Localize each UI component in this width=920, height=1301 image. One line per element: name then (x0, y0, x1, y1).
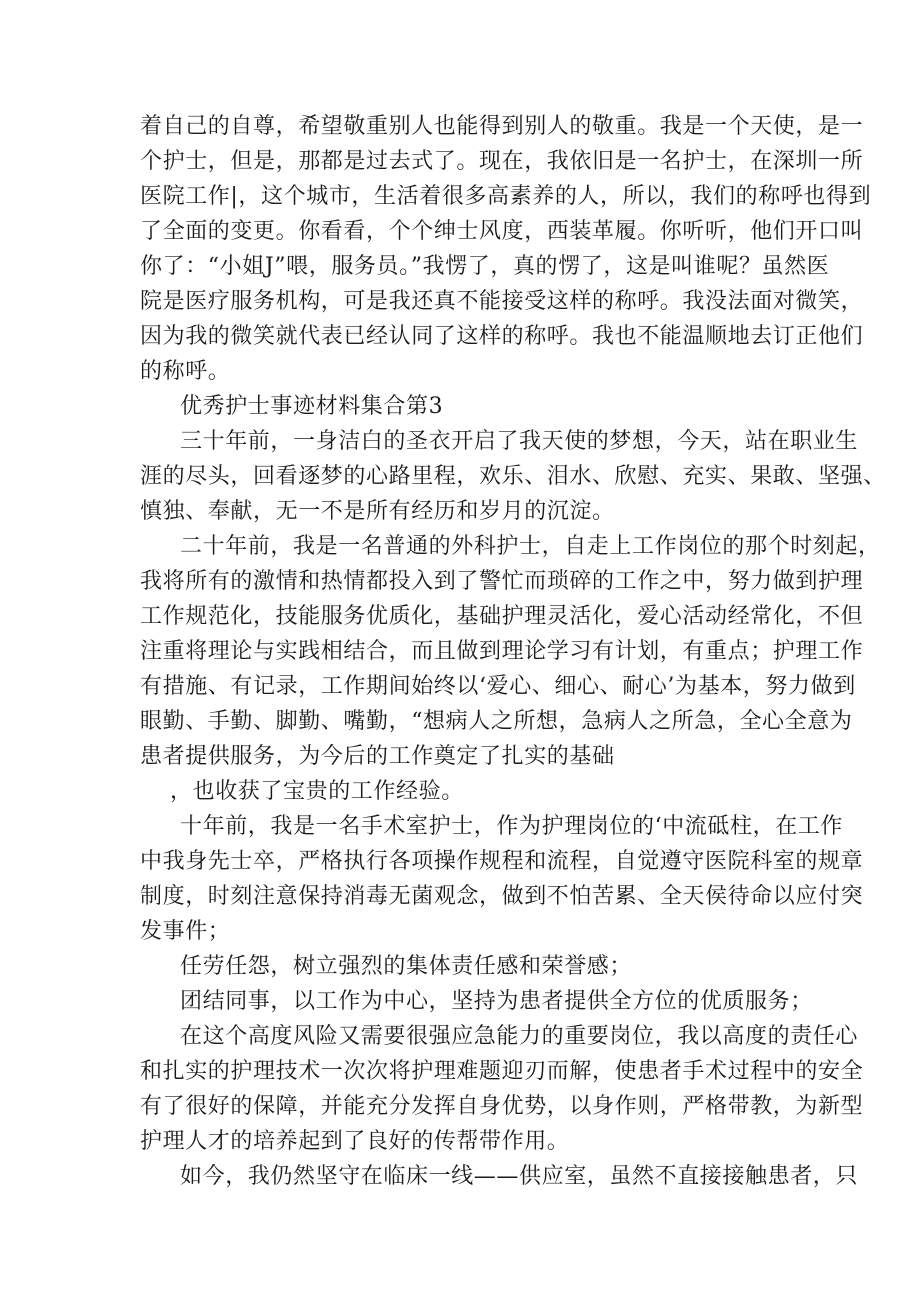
text-line: 注重将理论与实践相结合，而且做到理论学习有计划，有重点；护理工作 (140, 639, 864, 664)
text-line: 院是医疗服务机构，可是我还真不能接受这样的称呼。我没法面对微笑， (140, 289, 864, 314)
text-line: 我将所有的激情和热情都投入到了警忙而琐碎的工作之中，努力做到护理 (140, 569, 864, 594)
text-line: 的称呼。 (140, 359, 231, 384)
text-line: 了全面的变更。你看看，个个绅士风度，西装革履。你听听，他们开口叫 (140, 219, 864, 244)
section-heading: 优秀护士事迹材料集合第3 (180, 394, 444, 419)
text-line: 制度，时刻注意保持消毒无菌观念，做到不怕苦累、全天侯待命以应付突 (140, 884, 864, 909)
text-line: 医院工作|，这个城市，生活着很多高素养的人，所以，我们的称呼也得到 (140, 184, 872, 209)
text-line: 眼勤、手勤、脚勤、嘴勤，“想病人之所想，急病人之所急，全心全意为 (140, 709, 853, 734)
text-line: 慎独、奉献，无一不是所有经历和岁月的沉淀。 (140, 499, 615, 524)
text-line: 发事件； (140, 919, 231, 944)
paragraph-start-line: 如今，我仍然坚守在临床一线——供应室，虽然不直接接触患者，只 (180, 1164, 859, 1189)
paragraph-start-line: 在这个高度风险又需要很强应急能力的重要岗位，我以高度的责任心 (180, 1024, 859, 1049)
text-line: 和扎实的护理技术一次次将护理难题迎刃而解，使患者手术过程中的安全 (140, 1059, 864, 1084)
paragraph-start-line: 二十年前，我是一名普通的外科护士，自走上工作岗位的那个时刻起， (180, 534, 881, 559)
text-line: 有了很好的保障，并能充分发挥自身优势，以身作则，严格带教，为新型 (140, 1094, 864, 1119)
paragraph-start-line: 任劳任怨，树立强烈的集体责任感和荣誉感； (180, 954, 633, 979)
text-line: 中我身先士卒，严格执行各项操作规程和流程，自觉遵守医院科室的规章 (140, 849, 864, 874)
paragraph-start-line: 三十年前，一身洁白的圣衣开启了我天使的梦想，今天，站在职业生 (180, 429, 859, 454)
text-line: 患者提供服务，为今后的工作奠定了扎实的基础 (140, 744, 615, 769)
text-line: 着自己的自尊，希望敬重别人也能得到别人的敬重。我是一个天使，是一 (140, 114, 864, 139)
text-line: 工作规范化，技能服务优质化，基础护理灵活化，爱心活动经常化，不但 (140, 604, 864, 629)
text-line: 涯的尽头，回看逐梦的心路里程，欢乐、泪水、欣慰、充实、果敢、坚强、 (140, 464, 886, 489)
text-line: 护理人才的培养起到了良好的传帮带作用。 (140, 1129, 570, 1154)
text-line: 有措施、有记录，工作期间始终以‘爱心、细心、耐心’为基本，努力做到 (140, 674, 856, 699)
text-line: 个护士，但是，那都是过去式了。现在，我依旧是一名护士，在深圳一所 (140, 149, 864, 174)
paragraph-start-line: 团结同事，以工作为中心，坚持为患者提供全方位的优质服务； (180, 989, 813, 1014)
paragraph-start-line: 十年前，我是一名手术室护士，作为护理岗位的‘中流砥柱，在工作 (180, 814, 843, 839)
text-line: 因为我的微笑就代表已经认同了这样的称呼。我也不能温顺地去订正他们 (140, 324, 864, 349)
paragraph-start-line: ，也收获了宝贵的工作经验。 (170, 779, 464, 804)
text-line: 你了：“小姐J”喂，服务员。”我愣了，真的愣了，这是叫谁呢？虽然医 (140, 254, 830, 279)
